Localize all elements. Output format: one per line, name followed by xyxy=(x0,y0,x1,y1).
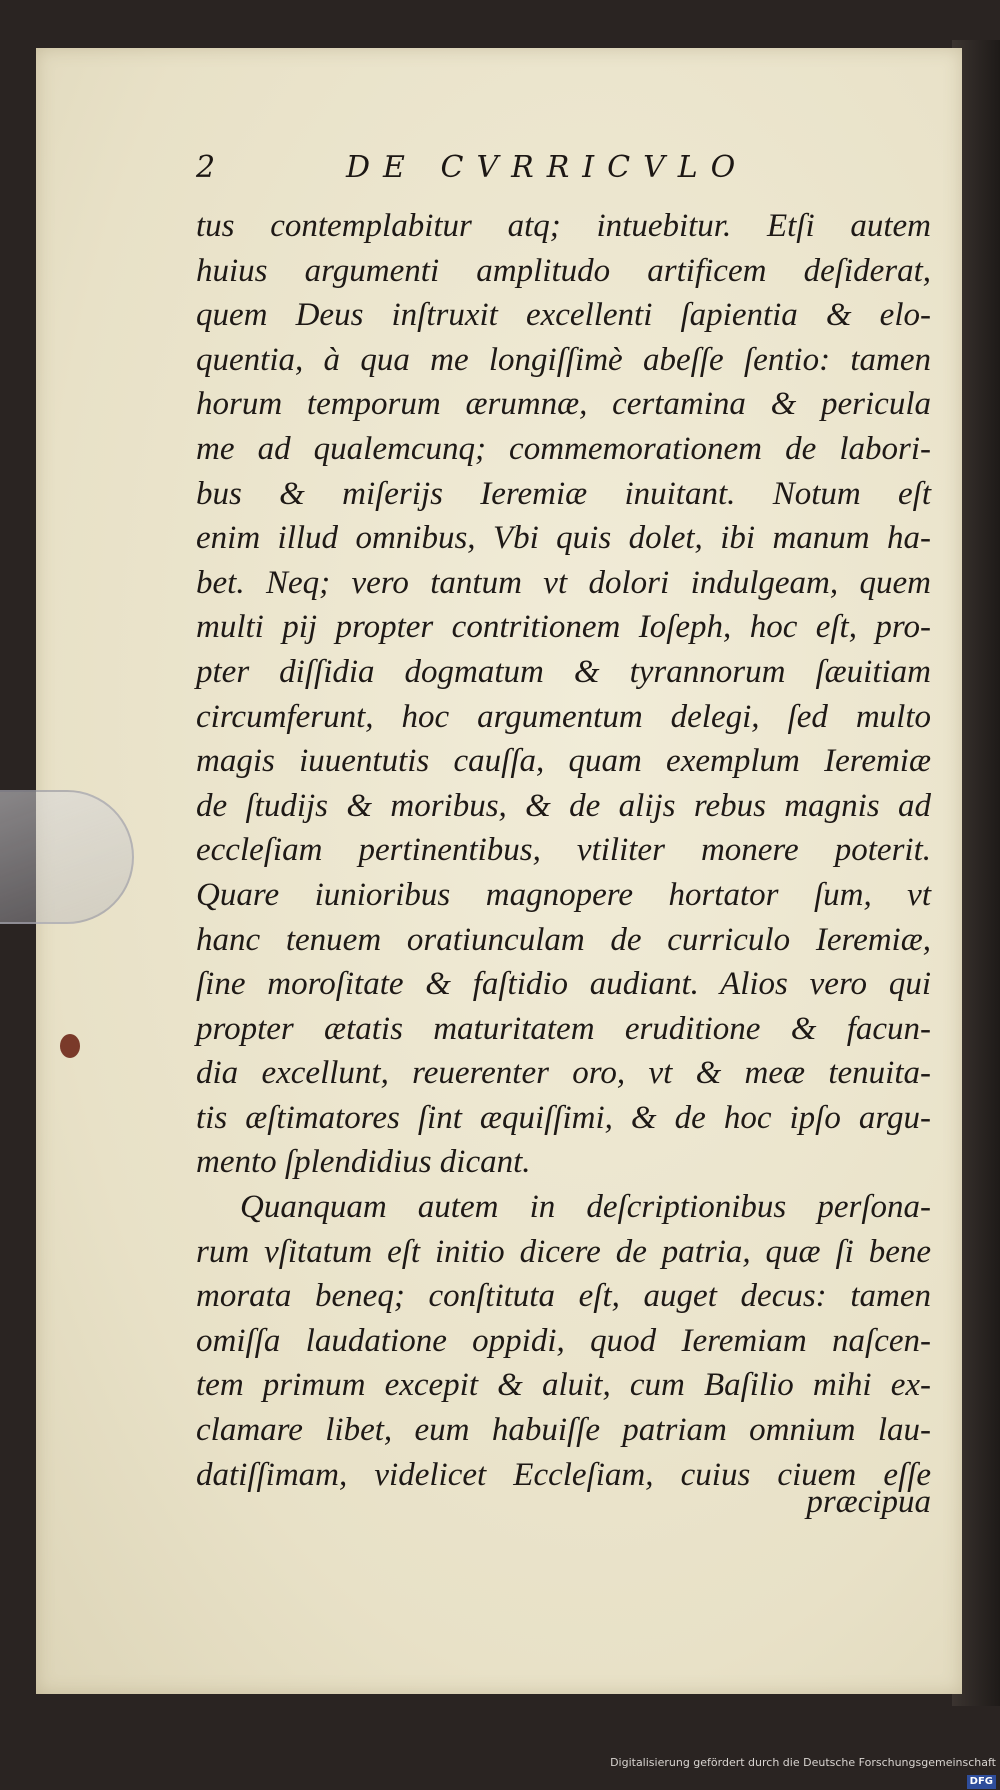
text-line: hanc tenuem oratiunculam de curriculo Ieremiæ, xyxy=(196,921,931,958)
text-line: huius argumenti amplitudo artificem deſiderat, xyxy=(196,252,931,289)
text-line: quem Deus inſtruxit excellenti ſapientia & elo- xyxy=(196,297,931,334)
text-line: circumferunt, hoc argumentum delegi, ſed multo xyxy=(196,698,931,735)
page-header xyxy=(196,150,836,194)
digitization-credit xyxy=(600,1754,996,1787)
page-number: 2 xyxy=(196,150,216,185)
text-line: magis iuuentutis cauſſa, quam exemplum Ieremiæ xyxy=(196,743,931,780)
text-line: enim illud omnibus, Vbi quis dolet, ibi manum ha- xyxy=(196,520,931,557)
text-line: rum vſitatum eſt initio dicere de patria, quæ ſi bene xyxy=(196,1233,931,1270)
text-line: dia excellunt, reuerenter oro, vt & meæ tenuita- xyxy=(196,1055,931,1092)
body-text xyxy=(196,204,931,1497)
text-line: horum temporum ærumnæ, certamina & pericula xyxy=(196,386,931,423)
glass-page-clip xyxy=(0,790,134,924)
text-line: datiſſimam, videlicet Eccleſiam, cuius ciuem eſſe xyxy=(196,1456,931,1493)
dfg-logo: DFG xyxy=(967,1775,996,1789)
text-line: ſine moroſitate & faſtidio audiant. Alios vero qui xyxy=(196,966,931,1003)
text-line: quentia, à qua me longiſſimè abeſſe ſentio: tamen xyxy=(196,341,931,378)
text-line: de ſtudijs & moribus, & de alijs rebus magnis ad xyxy=(196,787,931,824)
text-line: eccleſiam pertinentibus, vtiliter monere poterit. xyxy=(196,832,931,869)
text-line: propter ætatis maturitatem eruditione & facun- xyxy=(196,1010,931,1047)
text-line: mento ſplendidius dicant. xyxy=(196,1144,531,1181)
ink-stain xyxy=(60,1034,80,1058)
text-line: clamare libet, eum habuiſſe patriam omnium lau- xyxy=(196,1412,931,1449)
text-line: morata beneq; conſtituta eſt, auget decus: tamen xyxy=(196,1278,931,1315)
running-head: DE CVRRICVLO xyxy=(346,150,749,185)
text-line: tis æſtimatores ſint æquiſſimi, & de hoc ipſo argu- xyxy=(196,1099,931,1136)
text-line: omiſſa laudatione oppidi, quod Ieremiam naſcen- xyxy=(196,1322,931,1359)
text-line: multi pij propter contritionem Ioſeph, hoc eſt, pro- xyxy=(196,609,931,646)
text-line: me ad qualemcunq; commemorationem de labori- xyxy=(196,430,931,467)
text-line: Quanquam autem in deſcriptionibus perſona- xyxy=(240,1189,931,1226)
text-line: tem primum excepit & aluit, cum Baſilio mihi ex- xyxy=(196,1367,931,1404)
text-line: bet. Neq; vero tantum vt dolori indulgeam, quem xyxy=(196,564,931,601)
credit-text: Digitalisierung gefördert durch die Deutsche Forschungsgemeinschaft xyxy=(610,1756,996,1769)
text-line: bus & miſerijs Ieremiæ inuitant. Notum eſt xyxy=(196,475,931,512)
text-line: tus contemplabitur atq; intuebitur. Etſi autem xyxy=(196,208,931,244)
text-line: pter diſſidia dogmatum & tyrannorum ſæuitiam xyxy=(196,653,931,690)
catchword: præcipua xyxy=(806,1484,931,1520)
text-line: Quare iunioribus magnopere hortator ſum, vt xyxy=(196,876,931,913)
